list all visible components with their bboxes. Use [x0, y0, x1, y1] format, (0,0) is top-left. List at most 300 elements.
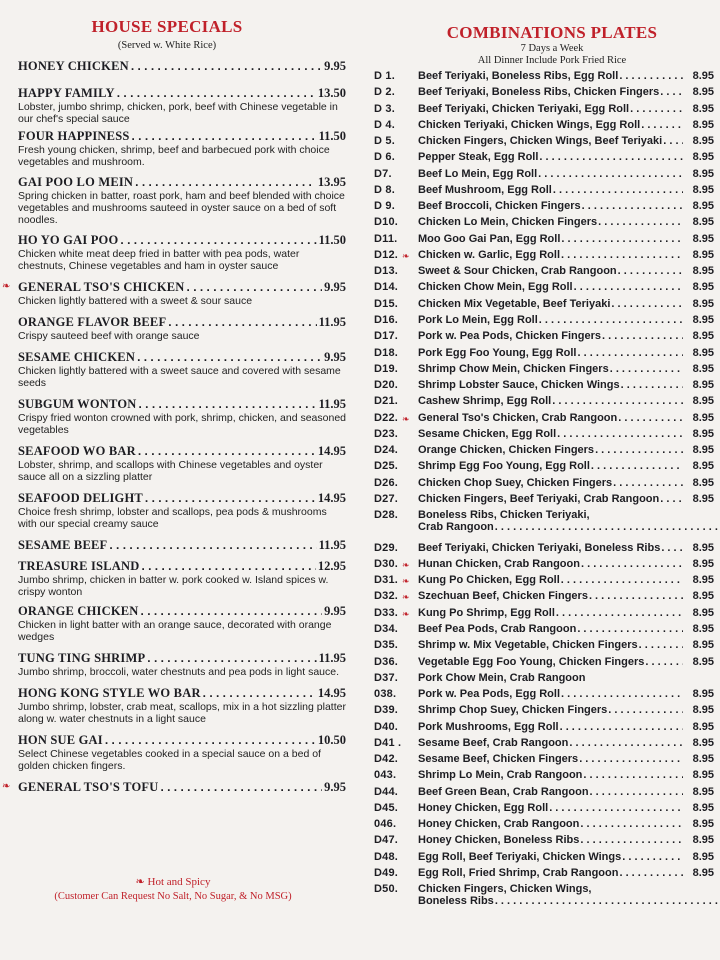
dot-leader: [622, 851, 683, 863]
dot-leader: [138, 397, 316, 411]
combo-code: D22.: [374, 411, 399, 424]
house-special-header: [18, 780, 346, 795]
house-special-name: ORANGE FLAVOR BEEF: [18, 315, 167, 329]
combo-price: 8.95: [692, 151, 714, 164]
combo-body: [418, 688, 714, 700]
combo-item: [374, 493, 714, 509]
combo-price: 8.95: [692, 167, 714, 180]
combo-body: [418, 672, 714, 684]
combo-name: Pork Egg Foo Young, Egg Roll: [418, 346, 577, 359]
house-special-name: HO YO GAI POO: [18, 233, 119, 247]
house-special-item: [18, 129, 346, 168]
house-special-header: [18, 86, 346, 101]
combo-body: [418, 542, 714, 554]
dot-leader: [553, 184, 683, 196]
house-special-name: SEAFOOD DELIGHT: [18, 491, 143, 505]
combo-price: 8.95: [692, 216, 714, 229]
house-special-item: [18, 350, 346, 389]
combo-body: [418, 753, 714, 765]
house-special-header: [18, 315, 346, 330]
house-special-name: SESAME CHICKEN: [18, 350, 136, 364]
combo-price: 8.95: [692, 769, 714, 782]
combo-price: 8.95: [692, 411, 714, 424]
combo-name: Honey Chicken, Crab Rangoon: [418, 818, 580, 831]
combo-code: D 1.: [374, 70, 395, 82]
combo-code: 038.: [374, 688, 397, 701]
house-special-price: 10.50: [317, 733, 346, 747]
dot-leader: [203, 686, 316, 700]
chili-pepper-icon: ❧: [402, 576, 410, 587]
house-special-header: [18, 538, 346, 553]
combo-item: [374, 786, 714, 802]
combo-name: General Tso's Chicken, Crab Rangoon: [418, 411, 618, 424]
house-special-header: [18, 651, 346, 666]
combo-name: Chicken Fingers, Chicken Wings,: [418, 883, 592, 896]
house-special-name: TUNG TING SHRIMP: [18, 651, 146, 665]
combo-body: [418, 737, 714, 749]
house-specials-subtitle: (Served w. White Rice): [117, 40, 217, 51]
combo-two-line-body: [418, 509, 720, 533]
chili-pepper-icon: ❧: [402, 608, 410, 619]
dot-leader: [639, 639, 683, 651]
combo-item: [374, 851, 714, 867]
combo-name: Beef Broccoli, Chicken Fingers: [418, 200, 581, 213]
dot-leader: [120, 233, 316, 247]
house-special-price: 9.95: [324, 59, 346, 73]
combo-name: Beef Lo Mein, Egg Roll: [418, 167, 538, 180]
combo-price: 8.95: [692, 102, 714, 115]
combo-name: Beef Teriyaki, Chicken Teriyaki, Boneless Ribs: [418, 541, 661, 554]
combo-item: [374, 558, 714, 574]
combo-price: 8.95: [692, 460, 714, 473]
house-special-item: [18, 491, 346, 530]
dot-leader: [557, 428, 683, 440]
combo-name: Beef Teriyaki, Boneless Ribs, Egg Roll: [418, 70, 619, 82]
dot-leader: [621, 379, 683, 391]
dot-leader: [619, 70, 683, 82]
combo-item: [374, 233, 714, 249]
dot-leader: [556, 607, 683, 619]
combo-price: 8.95: [692, 379, 714, 392]
combo-name: Shrimp w. Mix Vegetable, Chicken Fingers: [418, 639, 638, 652]
dot-leader: [141, 559, 315, 573]
combo-body: [418, 834, 714, 846]
combo-price: 8.95: [692, 639, 714, 652]
combination-plates-section: [374, 0, 714, 916]
combo-code: D23.: [374, 427, 399, 440]
combo-name: Beef Pea Pods, Crab Rangoon: [418, 623, 577, 635]
combo-body: [418, 460, 714, 472]
house-special-item: [18, 175, 346, 226]
house-special-name: TREASURE ISLAND: [18, 559, 140, 573]
house-special-price: 13.50: [317, 86, 346, 100]
dot-leader: [135, 175, 316, 189]
combo-price: 8.95: [692, 541, 714, 554]
combo-code: D18.: [374, 346, 399, 359]
combo-name: Chicken Lo Mein, Chicken Fingers: [418, 216, 598, 229]
combo-body: [418, 574, 714, 586]
house-special-header: [18, 559, 346, 574]
combo-body: [418, 428, 714, 440]
combo-item: [374, 737, 714, 753]
combo-price: 8.95: [692, 313, 714, 326]
house-special-price: 9.95: [324, 280, 346, 294]
house-special-price: 11.50: [318, 233, 346, 247]
combo-code: 046.: [374, 818, 397, 831]
combo-item: [374, 347, 714, 363]
house-special-header: [18, 350, 346, 365]
combo-body: [418, 607, 714, 619]
combo-body: [418, 330, 714, 342]
combo-name: Sweet & Sour Chicken, Crab Rangoon: [418, 265, 617, 278]
house-special-price: 9.95: [324, 350, 346, 364]
combo-price: 8.95: [692, 444, 714, 457]
combo-price: 8.95: [692, 118, 714, 131]
combo-body: [418, 281, 714, 293]
combo-code: D 4.: [374, 118, 395, 131]
dot-leader: [598, 216, 683, 228]
combo-price: 8.95: [692, 623, 714, 635]
combo-price: 8.95: [692, 183, 714, 196]
dot-leader: [539, 314, 683, 326]
combo-price: 8.95: [692, 688, 714, 701]
dot-leader: [495, 521, 720, 533]
combo-body: [418, 477, 714, 489]
dot-leader: [660, 493, 683, 505]
combo-code: D 9.: [374, 200, 395, 213]
house-special-item: [18, 604, 346, 643]
combo-body: [418, 298, 714, 310]
combo-item: [374, 460, 714, 476]
combo-price: 8.95: [692, 655, 714, 668]
combo-body: [418, 786, 714, 798]
dot-leader: [549, 802, 683, 814]
combo-body: [418, 590, 714, 602]
dot-leader: [137, 350, 322, 364]
chili-pepper-icon: ❧: [402, 413, 410, 424]
combo-price: 8.95: [692, 200, 714, 213]
house-specials-section: [2, 0, 346, 803]
combo-item: [374, 119, 714, 135]
combo-code: D21.: [374, 395, 399, 408]
combo-name: Beef Green Bean, Crab Rangoon: [418, 785, 589, 798]
combo-price: 8.95: [692, 866, 714, 879]
combo-price: 8.95: [692, 86, 714, 99]
combo-name: Sesame Beef, Chicken Fingers: [418, 753, 579, 766]
combo-price: 8.95: [692, 753, 714, 766]
dot-leader: [561, 688, 683, 700]
combo-code: D30.: [374, 557, 399, 570]
dot-leader: [131, 59, 322, 73]
combo-price: 8.95: [692, 590, 714, 603]
combo-code: D 8.: [374, 183, 395, 196]
combo-code: D20.: [374, 379, 399, 392]
dot-leader: [618, 265, 683, 277]
combo-name: Orange Chicken, Chicken Fingers: [418, 444, 595, 457]
combo-body: [418, 721, 714, 733]
combo-name: Chicken Fingers, Beef Teriyaki, Crab Rangoon: [418, 492, 660, 505]
combo-item: [374, 314, 714, 330]
dot-leader: [141, 604, 323, 618]
house-special-price: 14.95: [317, 686, 346, 700]
dot-leader: [583, 769, 683, 781]
combo-code: D12.: [374, 248, 399, 261]
combination-plates-title: COMBINATIONS PLATES: [446, 23, 658, 42]
combo-name: Chicken Fingers, Chicken Wings, Beef Teriyaki: [418, 135, 663, 148]
house-special-header: [18, 59, 346, 74]
combo-code: D 2.: [374, 86, 395, 99]
combo-code: D24.: [374, 444, 399, 457]
combo-body: [418, 168, 714, 180]
combo-code: D49.: [374, 866, 399, 879]
house-special-description: Crispy sauteed beef with orange sauce: [18, 330, 200, 342]
house-special-header: [18, 280, 346, 295]
combo-name: Shrimp Lo Mein, Crab Rangoon: [418, 769, 583, 782]
combo-code: D 5.: [374, 135, 395, 148]
combo-item: [374, 542, 714, 558]
chili-pepper-icon: ❧: [2, 281, 11, 292]
combo-name: Boneless Ribs: [418, 895, 494, 908]
house-specials-title: HOUSE SPECIALS: [91, 17, 243, 36]
dot-leader: [660, 86, 683, 98]
dot-leader: [613, 477, 683, 489]
combo-body: [418, 347, 714, 359]
combo-item: [374, 834, 714, 850]
combo-price: 8.95: [692, 248, 714, 261]
combo-name: Pork Lo Mein, Egg Roll: [418, 313, 538, 326]
combo-name: Beef Teriyaki, Chicken Teriyaki, Egg Roll: [418, 102, 630, 115]
dot-leader: [581, 558, 683, 570]
combo-price: 8.95: [692, 492, 714, 505]
house-special-item: [18, 59, 346, 74]
combo-code: D14.: [374, 281, 399, 294]
dot-leader: [591, 460, 683, 472]
house-special-price: 11.95: [318, 397, 346, 411]
house-special-item: [18, 233, 346, 272]
combo-body: [418, 363, 714, 375]
dot-leader: [589, 590, 683, 602]
combo-body: [418, 233, 714, 245]
combo-body: [418, 412, 714, 424]
dot-leader: [105, 733, 316, 747]
house-specials-list: [2, 59, 346, 795]
dot-leader: [618, 412, 683, 424]
house-special-price: 11.95: [318, 651, 346, 665]
combo-name: Beef Mushroom, Egg Roll: [418, 183, 552, 196]
combo-code: D 3.: [374, 102, 395, 115]
combo-item: [374, 281, 714, 297]
dot-leader: [579, 753, 683, 765]
combo-item: [374, 656, 714, 672]
combo-code: D26.: [374, 476, 399, 489]
combo-code: D44.: [374, 785, 399, 798]
house-special-header: [18, 175, 346, 190]
combo-price: 8.95: [692, 704, 714, 717]
house-special-name: FOUR HAPPINESS: [18, 129, 130, 143]
combo-price: 8.95: [692, 606, 714, 619]
combo-price: 8.95: [692, 362, 714, 375]
combo-code: D27.: [374, 492, 399, 505]
dot-leader: [608, 704, 683, 716]
combo-name: Chicken Mix Vegetable, Beef Teriyaki: [418, 297, 611, 310]
combo-price: 8.95: [692, 476, 714, 489]
dot-leader: [495, 895, 720, 907]
combo-price: 8.95: [692, 281, 714, 294]
combo-code: D36.: [374, 655, 399, 668]
house-special-name: HONG KONG STYLE WO BAR: [18, 686, 201, 700]
combo-name: Hunan Chicken, Crab Rangoon: [418, 557, 580, 570]
combo-name: Egg Roll, Beef Teriyaki, Chicken Wings: [418, 850, 622, 863]
combo-body: [418, 119, 714, 131]
combo-body: [418, 656, 714, 668]
combo-price: 8.95: [692, 427, 714, 440]
combo-code: D45.: [374, 801, 399, 814]
combo-code: D34.: [374, 623, 399, 635]
combo-item: [374, 509, 714, 542]
house-special-description: Jumbo shrimp, broccoli, water chestnuts and pea pods in light sauce.: [18, 666, 340, 678]
combo-name: Pork Chow Mein, Crab Rangoon: [418, 671, 586, 684]
house-special-name: SEAFOOD WO BAR: [18, 444, 136, 458]
combo-item: [374, 867, 714, 883]
dot-leader: [539, 151, 683, 163]
combo-price: 8.95: [692, 135, 714, 148]
dot-leader: [577, 347, 683, 359]
combo-name: Kung Po Chicken, Egg Roll: [418, 574, 560, 587]
combo-name: Shrimp Egg Foo Young, Egg Roll: [418, 460, 590, 473]
combo-price: 8.95: [692, 395, 714, 408]
combo-body: [418, 103, 714, 115]
combo-price: 8.95: [692, 232, 714, 245]
combo-body: [418, 70, 714, 82]
dot-leader: [109, 538, 316, 552]
combo-name: Crab Rangoon: [418, 521, 494, 534]
combo-item: [374, 103, 714, 119]
house-special-name: SUBGUM WONTON: [18, 397, 137, 411]
combo-name: Chicken Chop Suey, Chicken Fingers: [418, 476, 613, 489]
combo-code: D16.: [374, 313, 399, 326]
house-special-item: [18, 86, 346, 125]
combo-code: D11.: [374, 232, 398, 245]
house-special-description: Lobster, jumbo shrimp, chicken, pork, beef with Chinese vegetable in our chef's special sauce: [18, 101, 338, 125]
house-special-description: Jumbo shrimp, chicken in batter w. pork cooked w. Island spices w. crispy wonton: [18, 574, 329, 598]
combo-code: D47.: [374, 834, 399, 847]
dot-leader: [611, 298, 683, 310]
combo-code: D37.: [374, 671, 399, 684]
combo-body: [418, 493, 714, 505]
dot-leader: [577, 623, 683, 635]
combo-item: [374, 428, 714, 444]
combo-line: [418, 509, 720, 521]
combo-code: D15.: [374, 297, 399, 310]
dot-leader: [187, 280, 323, 294]
combo-body: [418, 558, 714, 570]
combo-price: 8.95: [692, 70, 714, 82]
house-special-item: [18, 397, 346, 436]
combo-body: [418, 151, 714, 163]
house-special-header: [18, 604, 346, 619]
combo-body: [418, 639, 714, 651]
combo-item: [374, 818, 714, 834]
combo-item: [374, 363, 714, 379]
combo-item: [374, 477, 714, 493]
house-special-header: [18, 129, 346, 144]
combo-name: Pork w. Pea Pods, Chicken Fingers: [418, 330, 601, 343]
combo-name: Moo Goo Gai Pan, Egg Roll: [418, 232, 561, 245]
dot-leader: [561, 249, 683, 261]
combo-price: 8.95: [692, 574, 714, 587]
house-special-price: 9.95: [324, 780, 346, 794]
combo-name: Beef Teriyaki, Boneless Ribs, Chicken Fingers: [418, 86, 660, 99]
combo-body: [418, 704, 714, 716]
combo-code: D31.: [374, 574, 399, 587]
combination-plates-list: [374, 70, 714, 916]
combo-item: [374, 688, 714, 704]
house-special-price: 14.95: [317, 444, 346, 458]
combo-item: [374, 168, 714, 184]
combo-name: Kung Po Shrimp, Egg Roll: [418, 606, 555, 619]
combo-item: [374, 135, 714, 151]
combo-code: D28.: [374, 509, 399, 522]
house-special-description: Spring chicken in batter, roast pork, ham and beef blended with choice vegetables and mushrooms sauteed in oyster sauce on a bed of soft noodles.: [18, 190, 345, 226]
combo-name: Shrimp Chow Mein, Chicken Fingers: [418, 362, 609, 375]
combo-name: Pepper Steak, Egg Roll: [418, 151, 539, 164]
dot-leader: [630, 103, 683, 115]
combo-code: D19.: [374, 362, 399, 375]
menu-legend: [18, 875, 328, 902]
combo-price: 8.95: [692, 557, 714, 570]
house-special-header: [18, 686, 346, 701]
dot-leader: [610, 363, 683, 375]
combination-plates-subtitle-days: 7 Days a Week: [520, 43, 584, 54]
house-special-description: Choice fresh shrimp, lobster and scallops, pea pods & mushrooms with our special creamy sauce: [18, 506, 327, 530]
house-special-item: [2, 780, 346, 795]
combo-body: [418, 769, 714, 781]
combo-name: Egg Roll, Fried Shrimp, Crab Rangoon: [418, 866, 619, 879]
combo-body: [418, 135, 714, 147]
combo-code: D13.: [374, 265, 399, 278]
combo-body: [418, 623, 714, 635]
combo-item: [374, 574, 714, 590]
combo-item: [374, 86, 714, 102]
house-special-description: Select Chinese vegetables cooked in a special sauce on a bed of golden chicken fingers.: [18, 748, 321, 772]
combo-name: Cashew Shrimp, Egg Roll: [418, 395, 552, 408]
combo-item: [374, 298, 714, 314]
combo-price: 8.95: [692, 850, 714, 863]
combo-body: [418, 851, 714, 863]
combo-code: D50.: [374, 883, 399, 896]
house-special-header: [18, 733, 346, 748]
dot-leader: [580, 818, 683, 830]
chili-pepper-icon: ❧: [2, 781, 11, 792]
combo-code: D 6.: [374, 151, 395, 164]
combo-code: D40.: [374, 720, 399, 733]
combo-line: [418, 883, 720, 895]
combo-name: Sesame Chicken, Egg Roll: [418, 427, 557, 440]
house-special-name: GENERAL TSO'S TOFU: [18, 780, 159, 794]
combo-body: [418, 379, 714, 391]
house-special-name: HON SUE GAI: [18, 733, 103, 747]
combo-item: [374, 721, 714, 737]
house-special-header: [18, 444, 346, 459]
dot-leader: [619, 867, 683, 879]
combo-item: [374, 639, 714, 655]
combo-line: [418, 521, 720, 533]
combo-item: [374, 883, 714, 916]
combo-item: [374, 216, 714, 232]
chili-pepper-icon: ❧: [402, 559, 410, 570]
combo-name: Pork w. Pea Pods, Egg Roll: [418, 688, 561, 701]
combo-body: [418, 802, 714, 814]
